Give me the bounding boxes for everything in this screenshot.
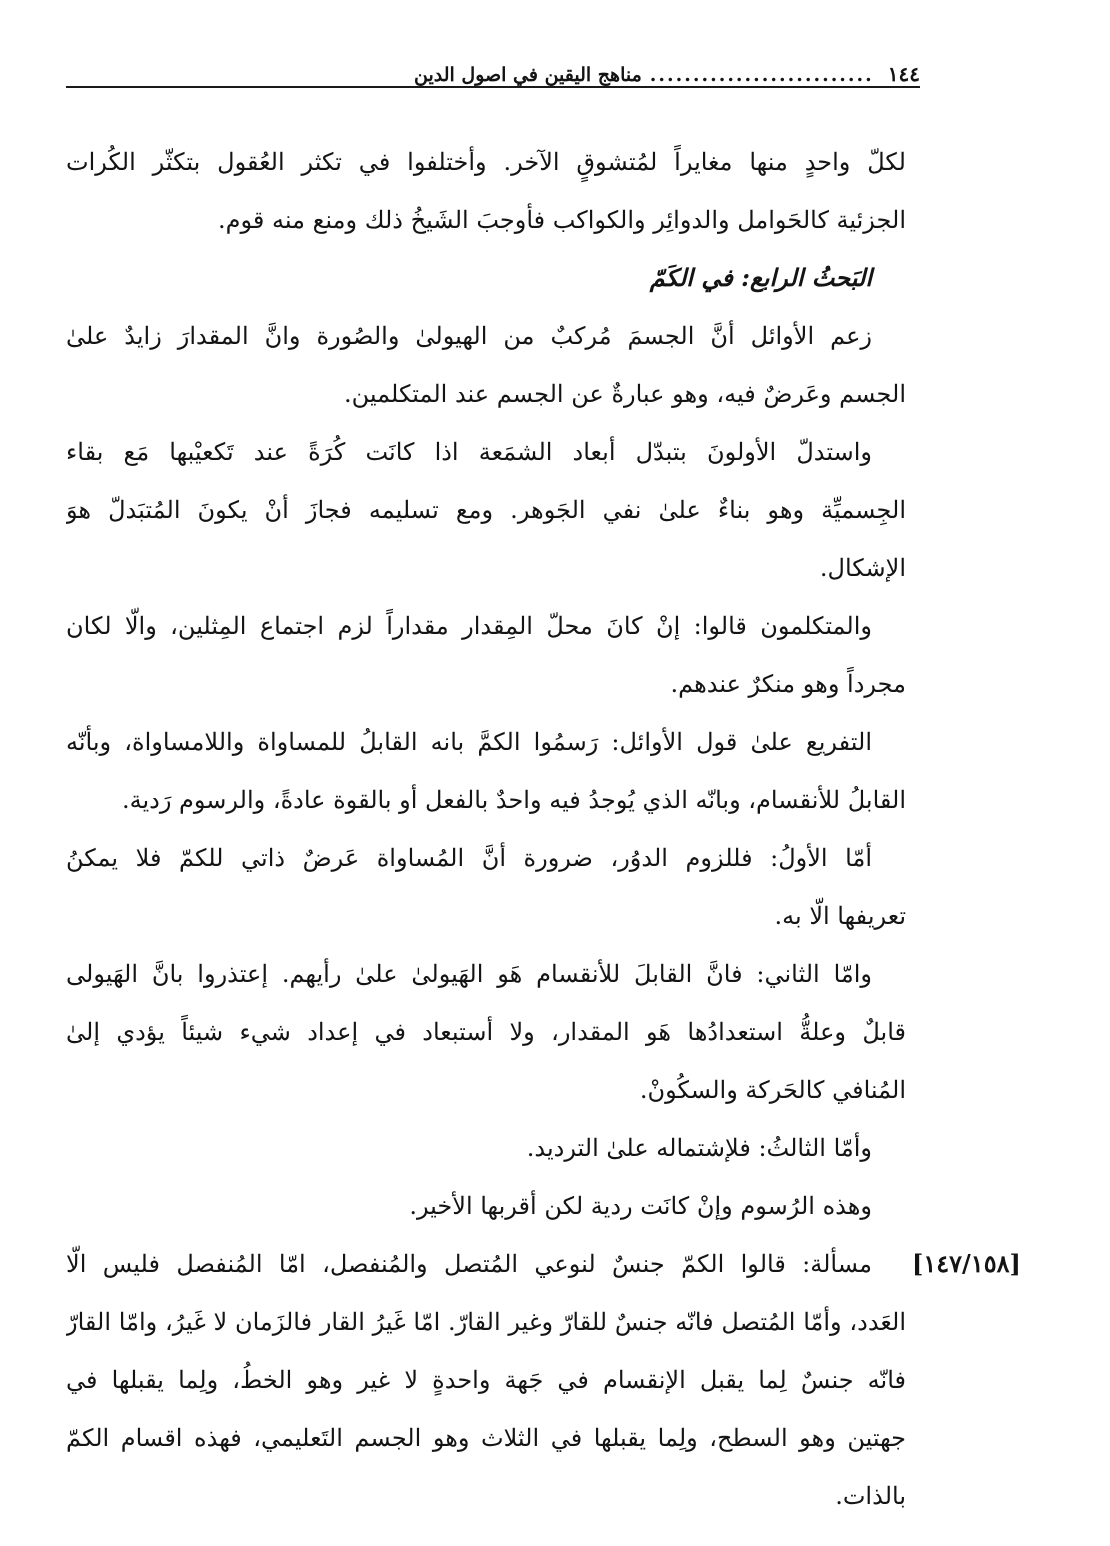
book-title: مناهج اليقين في اصول الدين [413,64,642,86]
text-line: وامّا الثاني: فانَّ القابلَ للأنقسام هَو الهَيولىٰ علىٰ رأيهم. إعتذروا بانَّ الهَيولى [66,960,872,988]
section-heading: البَحثُ الرابع: في الكَمّ [649,263,872,292]
text-line: بالذات. [835,1482,906,1510]
text-line: المُنافي كالحَركة والسكُونْ. [639,1076,906,1104]
text-line: وهذه الرُسوم وإنْ كانَت ردية لكن أقربها الأخير. [409,1192,872,1220]
text-line: التفريع علىٰ قول الأوائل: رَسمُوا الكمَّ بانه القابلُ للمساواة واللامساواة، وبأنّه [66,728,872,756]
text-line: لكلّ واحدٍ منها مغايراً لمُتشوقٍ الآخر. وأختلفوا في تكثر العُقول بتكثّر الكُرات [66,148,906,176]
text-line: مجرداً وهو منكرٌ عندهم. [670,670,906,698]
text-line: فانّه جنسٌ لِما يقبل الإنقسام في جَهة واحدةٍ لا غير وهو الخطُ، ولِما يقبلها في [66,1366,906,1394]
text-line: قابلٌ وعلةُّ استعدادُها هَو المقدار، ولا أستبعاد في إعداد شيء شيئاً يؤدي إلىٰ [66,1018,906,1046]
text-line: القابلُ للأنقسام، وبانّه الذي يُوجدُ فيه واحدٌ بالفعل أو بالقوة عادةً، والرسوم رَدية. [121,786,906,814]
text-line: والمتكلمون قالوا: إنْ كانَ محلّ المِقدار مقداراً لزم اجتماع المِثلين، والّا لكان [66,612,872,640]
marginal-reference: [١٤٧/١٥٨] [912,1249,1021,1278]
text-line: أمّا الأولُ: فللزوم الدوُر، ضرورة أنَّ المُساواة عَرضٌ ذاتي للكمّ فلا يمكنُ [66,844,872,872]
page-number: ١٤٤ [887,62,920,86]
text-line: العَدد، وأمّا المُتصل فانّه جنسٌ للقارّ وغير القارّ. امّا غَيرُ القار فالزَمان لا غَيرُ، وامّا القارّ [66,1308,906,1336]
page-body-text [66,140,906,1532]
text-line: تعريفها الّا به. [774,902,906,930]
text-line: جهتين وهو السطح، ولِما يقبلها في الثلاث وهو الجسم التَعليمي، فهذه اقسام الكمّ [66,1424,906,1452]
text-line: الجسم وعَرضٌ فيه، وهو عبارةٌ عن الجسم عند المتكلمين. [344,380,906,408]
header-leader-dots: .......................... [649,64,874,86]
text-line: الجزئية كالحَوامل والدوائِر والكواكب فأوجبَ الشَيخُ ذلك ومنع منه قوم. [218,206,906,234]
text-line: وأمّا الثالثُ: فلإشتماله علىٰ الترديد. [526,1134,872,1162]
text-line: مسألة: قالوا الكمّ جنسٌ لنوعي المُتصل والمُنفصل، امّا المُنفصل فليس الّا [66,1250,872,1278]
text-line: الإشكال. [819,554,906,582]
text-line: زعم الأوائل أنَّ الجسمَ مُركبٌ من الهيولىٰ والصُورة وانَّ المقدارَ زايدٌ علىٰ [66,322,872,350]
text-line: واستدلّ الأولونَ بتبدّل أبعاد الشمَعة اذا كانَت كُرَةً عند تَكعيْبها مَع بقاء [66,438,872,466]
running-header [66,46,920,88]
text-line: الجِسميِّة وهو بناءٌ علىٰ نفي الجَوهر. ومع تسليمه فجازَ أنْ يكونَ المُتبَدلّ هوَ [66,496,906,524]
